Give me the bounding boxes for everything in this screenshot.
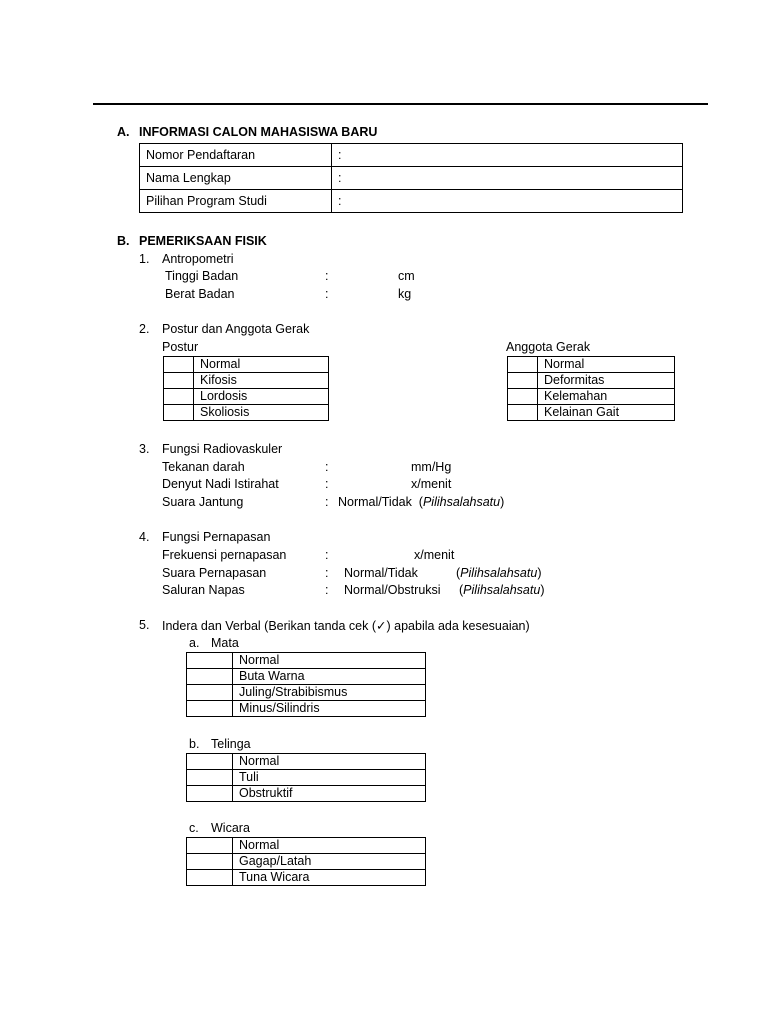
option-label: Deformitas [538, 373, 675, 389]
field-separator: : [325, 495, 329, 509]
section-b-title: PEMERIKSAAN FISIK [139, 234, 267, 248]
checkbox-cell[interactable] [187, 685, 233, 701]
option-label: Kelainan Gait [538, 405, 675, 421]
option-label: Tuna Wicara [233, 870, 426, 886]
table-row [187, 669, 426, 685]
info-value-field[interactable] [332, 190, 683, 213]
table-row [187, 701, 426, 717]
postur-table [163, 356, 329, 421]
option-label: Lordosis [194, 389, 329, 405]
table-row [508, 357, 675, 373]
table-row [164, 357, 329, 373]
checkbox-cell[interactable] [187, 770, 233, 786]
field-separator: : [325, 269, 329, 283]
section-a-letter: A. [117, 125, 130, 139]
indera-title [162, 618, 530, 633]
field-label: Tinggi Badan [165, 269, 239, 283]
info-table [139, 143, 683, 213]
checkbox-cell[interactable] [164, 405, 194, 421]
indera-title-post: ) apabila ada kesesuaian) [386, 619, 530, 633]
checkbox-cell[interactable] [187, 754, 233, 770]
field-label: Denyut Nadi Istirahat [162, 477, 279, 491]
postur-title: Postur dan Anggota Gerak [162, 322, 310, 336]
table-row [508, 389, 675, 405]
field-separator: : [325, 287, 329, 301]
checkbox-cell[interactable] [508, 405, 538, 421]
table-row [164, 405, 329, 421]
choice-note: (Pilihsalahsatu) [459, 583, 545, 597]
checkbox-cell[interactable] [187, 669, 233, 685]
option-label: Gagap/Latah [233, 854, 426, 870]
info-separator: : [338, 148, 342, 162]
table-row [164, 373, 329, 389]
checkbox-cell[interactable] [187, 653, 233, 669]
choice-note-text: Pilihsalahsatu [460, 566, 538, 580]
field-separator: : [325, 477, 329, 491]
checkbox-cell[interactable] [187, 854, 233, 870]
checkbox-cell[interactable] [508, 389, 538, 405]
wicara-table [186, 837, 426, 886]
field-label: Frekuensi pernapasan [162, 548, 287, 562]
item-number: 2. [139, 322, 150, 336]
table-row [187, 854, 426, 870]
checkbox-cell[interactable] [187, 786, 233, 802]
choice-note: (Pilihsalahsatu) [456, 566, 542, 580]
table-row [187, 754, 426, 770]
gerak-label: Anggota Gerak [506, 340, 591, 354]
field-separator: : [325, 460, 329, 474]
checkbox-cell[interactable] [164, 357, 194, 373]
header-rule [93, 103, 708, 105]
checkbox-cell[interactable] [508, 373, 538, 389]
field-unit: cm [398, 269, 415, 283]
gerak-table [507, 356, 675, 421]
sub-letter: c. [189, 821, 199, 835]
checkbox-cell[interactable] [187, 870, 233, 886]
postur-label: Postur [162, 340, 199, 354]
option-label: Normal [538, 357, 675, 373]
radio-title: Fungsi Radiovaskuler [162, 442, 283, 456]
field-label: Suara Pernapasan [162, 566, 267, 580]
napas-title: Fungsi Pernapasan [162, 530, 271, 544]
checkbox-cell[interactable] [164, 373, 194, 389]
field-unit: x/menit [414, 548, 455, 562]
option-label: Minus/Silindris [233, 701, 426, 717]
table-row [187, 838, 426, 854]
info-label: Nomor Pendaftaran [140, 144, 332, 167]
table-row [187, 870, 426, 886]
option-label: Skoliosis [194, 405, 329, 421]
table-row [187, 653, 426, 669]
field-label: Tekanan darah [162, 460, 245, 474]
option-label: Buta Warna [233, 669, 426, 685]
choice-note: Pilihsalahsatu [422, 495, 501, 509]
checkbox-cell[interactable] [187, 701, 233, 717]
info-value-field[interactable] [332, 167, 683, 190]
field-label: Suara Jantung [162, 495, 244, 509]
field-label: Saluran Napas [162, 583, 245, 597]
option-label: Juling/Strabibismus [233, 685, 426, 701]
table-row [508, 373, 675, 389]
info-value-field[interactable] [332, 144, 683, 167]
option-label: Kifosis [194, 373, 329, 389]
sub-letter: a. [189, 636, 200, 650]
field-unit: kg [398, 287, 412, 301]
info-separator: : [338, 171, 342, 185]
table-row [508, 405, 675, 421]
choice-text: Normal/Tidak (Pilihsalahsatu) [338, 495, 505, 509]
option-label: Kelemahan [538, 389, 675, 405]
item-number: 3. [139, 442, 150, 456]
field-separator: : [325, 548, 329, 562]
checkbox-cell[interactable] [508, 357, 538, 373]
option-label: Normal [233, 754, 426, 770]
field-separator: : [325, 566, 329, 580]
mata-title: Mata [211, 636, 239, 650]
table-row [164, 389, 329, 405]
table-row [140, 144, 683, 167]
wicara-title: Wicara [211, 821, 250, 835]
info-label: Nama Lengkap [140, 167, 332, 190]
choice-value: Normal/Tidak [344, 566, 418, 580]
section-b-letter: B. [117, 234, 130, 248]
table-row [187, 685, 426, 701]
option-label: Obstruktif [233, 786, 426, 802]
telinga-title: Telinga [211, 737, 251, 751]
field-unit: x/menit [411, 477, 452, 491]
field-unit: mm/Hg [411, 460, 452, 474]
info-label: Pilihan Program Studi [140, 190, 332, 213]
section-a-title: INFORMASI CALON MAHASISWA BARU [139, 125, 378, 139]
table-row [140, 167, 683, 190]
antropometri-title: Antropometri [162, 252, 234, 266]
choice-value: Normal/Tidak [338, 495, 412, 509]
choice-value: Normal/Obstruksi [344, 583, 441, 597]
choice-note-text: Pilihsalahsatu [463, 583, 541, 597]
field-label: Berat Badan [165, 287, 235, 301]
option-label: Normal [194, 357, 329, 373]
option-label: Normal [233, 653, 426, 669]
telinga-table [186, 753, 426, 802]
table-row [187, 786, 426, 802]
sub-letter: b. [189, 737, 200, 751]
checkbox-cell[interactable] [164, 389, 194, 405]
item-number: 4. [139, 530, 150, 544]
option-label: Tuli [233, 770, 426, 786]
item-number: 1. [139, 252, 150, 266]
checkbox-cell[interactable] [187, 838, 233, 854]
indera-title-pre: Indera dan Verbal (Berikan tanda cek ( [162, 619, 377, 633]
table-row [187, 770, 426, 786]
option-label: Normal [233, 838, 426, 854]
table-row [140, 190, 683, 213]
item-number: 5. [139, 618, 150, 632]
field-separator: : [325, 583, 329, 597]
checkmark-icon: ✓ [376, 619, 387, 633]
mata-table [186, 652, 426, 717]
info-separator: : [338, 194, 342, 208]
